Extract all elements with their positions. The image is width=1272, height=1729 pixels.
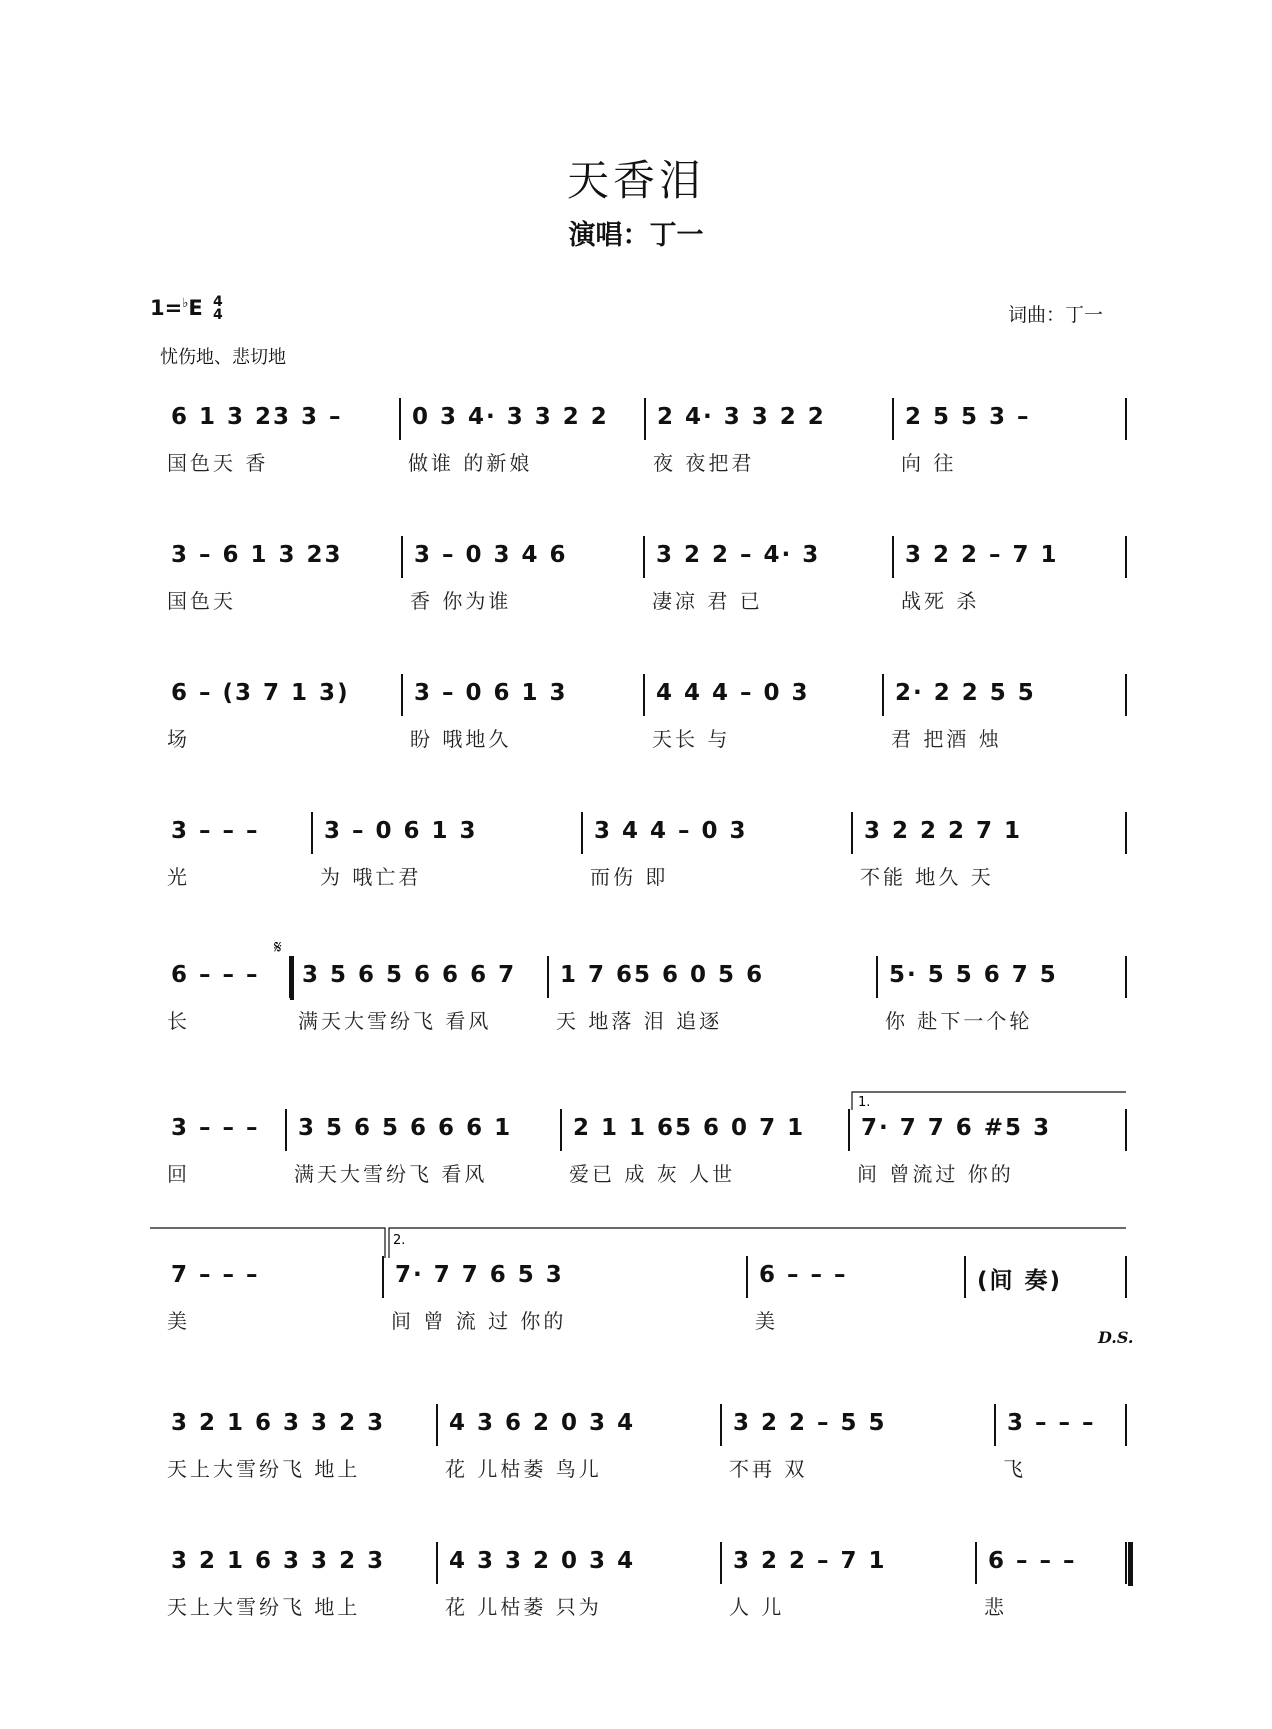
measure-lyrics: 飞 [1003, 1457, 1026, 1481]
key-prefix: 1= [150, 296, 183, 320]
volta-2-label: 2. [393, 1233, 406, 1248]
measure-notes: 3 – 0 6 1 3 [414, 680, 568, 706]
measure-notes: 3 5 6 5 6 6 6 1 [298, 1115, 513, 1141]
measure-lyrics: 回 [167, 1162, 190, 1186]
measure-notes: 7· 7 7 6 #5 3 [861, 1115, 1052, 1141]
measure-notes: 3 2 2 – 7 1 [905, 542, 1059, 568]
measure-lyrics: 夜 夜把君 [653, 451, 755, 475]
measure-notes: 3 2 1 6 3 3 2 3 [171, 1410, 386, 1436]
measure-lyrics: 盼 哦地久 [410, 727, 512, 751]
measure-notes: 7· 7 7 6 5 3 [395, 1262, 564, 1288]
measure-lyrics: 间 曾流过 你的 [857, 1162, 1014, 1186]
measure-notes: 3 – 6 1 3 23 [171, 542, 343, 568]
measure-lyrics: 场 [167, 727, 190, 751]
measure-notes: 3 – – – [171, 1115, 260, 1141]
measure-lyrics: 而伤 即 [590, 865, 669, 889]
volta-2-bracket [150, 1228, 1126, 1258]
measure-notes: 4 3 6 2 0 3 4 [449, 1410, 636, 1436]
measure-notes: 7 – – – [171, 1262, 260, 1288]
measure-lyrics: 满天大雪纷飞 看风 [298, 1009, 492, 1033]
measure-lyrics: 不能 地久 天 [860, 865, 994, 889]
measure-notes: 2 1 1 65 6 0 7 1 [573, 1115, 806, 1141]
time-bottom: 4 [213, 307, 223, 323]
measure-lyrics: 香 你为谁 [410, 589, 512, 613]
time-top: 4 [213, 294, 223, 310]
measure-lyrics: 爱已 成 灰 人世 [569, 1162, 736, 1186]
measure-lyrics: 间 曾 流 过 你的 [391, 1309, 567, 1333]
measure-lyrics: 花 儿枯萎 鸟儿 [445, 1457, 602, 1481]
measure-lyrics: 不再 双 [729, 1457, 808, 1481]
tempo-marking: 忧伤地、悲切地 [160, 347, 286, 368]
measure-notes: 4 3 3 2 0 3 4 [449, 1548, 636, 1574]
volta-1-bracket [852, 1092, 1126, 1110]
measure-lyrics: 人 儿 [729, 1595, 785, 1619]
measure-notes: 3 4 4 – 0 3 [594, 818, 748, 844]
measure-lyrics: 向 往 [901, 451, 957, 475]
measure-lyrics: 光 [167, 865, 190, 889]
measure-notes: 3 2 2 – 5 5 [733, 1410, 887, 1436]
measure-notes: 6 – – – [759, 1262, 848, 1288]
measure-lyrics: 君 把酒 烛 [891, 727, 1002, 751]
measure-notes: 0 3 4· 3 3 2 2 [412, 404, 609, 430]
repeat-start-bar [290, 956, 294, 1000]
measure-notes: 3 – 0 3 4 6 [414, 542, 568, 568]
flat-sign: ♭ [182, 296, 189, 311]
measure-notes: 6 1 3 23 3 – [171, 404, 343, 430]
measure-lyrics: 战死 杀 [901, 589, 980, 613]
measure-notes: 1 7 65 6 0 5 6 [560, 962, 765, 988]
measure-notes: 5· 5 5 6 7 5 [889, 962, 1058, 988]
measure-lyrics: 长 [167, 1009, 190, 1033]
measure-notes: 3 – – – [171, 818, 260, 844]
volta-1-label: 1. [858, 1095, 871, 1110]
measure-notes: 3 2 2 – 7 1 [733, 1548, 887, 1574]
song-title: 天香泪 [566, 156, 705, 205]
measure-lyrics: 天长 与 [652, 727, 731, 751]
final-barline [1128, 1542, 1133, 1586]
measure-lyrics: 做谁 的新娘 [408, 451, 533, 475]
measure-notes: 6 – – – [988, 1548, 1077, 1574]
measure-lyrics: 凄凉 君 已 [652, 589, 763, 613]
measure-lyrics: 美 [755, 1309, 778, 1333]
composer-credit: 词曲：丁一 [1008, 304, 1104, 326]
measure-lyrics: 美 [167, 1309, 190, 1333]
measure-notes: 2· 2 2 5 5 [895, 680, 1036, 706]
measure-notes: 6 – – – [171, 962, 260, 988]
singer-credit: 演唱：丁一 [568, 220, 704, 251]
measure-notes: 3 – 0 6 1 3 [324, 818, 478, 844]
measure-notes: 6 – (3 7 1 3) [171, 680, 350, 706]
measure-notes: (间 奏) [977, 1268, 1063, 1294]
measure-notes: 2 5 5 3 – [905, 404, 1031, 430]
measure-notes: 3 5 6 5 6 6 6 7 [302, 962, 517, 988]
measure-lyrics: 天 地落 泪 追逐 [556, 1009, 723, 1033]
measure-lyrics: 花 儿枯萎 只为 [445, 1595, 602, 1619]
measure-notes: 3 – – – [1007, 1410, 1096, 1436]
measure-lyrics: 国色天 香 [167, 451, 269, 475]
segno-mark: 𝄋 [274, 937, 282, 958]
measure-notes: 2 4· 3 3 2 2 [657, 404, 826, 430]
measure-notes: 4 4 4 – 0 3 [656, 680, 810, 706]
measure-notes: 3 2 2 – 4· 3 [656, 542, 821, 568]
measure-lyrics: 为 哦亡君 [320, 865, 422, 889]
measure-notes: 3 2 2 2 7 1 [864, 818, 1023, 844]
measure-lyrics: 满天大雪纷飞 看风 [294, 1162, 488, 1186]
measure-lyrics: 悲 [984, 1595, 1007, 1619]
measure-lyrics: 国色天 [167, 589, 236, 613]
measure-notes: 3 2 1 6 3 3 2 3 [171, 1548, 386, 1574]
key-note: E [188, 296, 203, 320]
ds-marking: D.S. [1098, 1328, 1134, 1347]
measure-lyrics: 你 赴下一个轮 [885, 1009, 1033, 1033]
measure-lyrics: 天上大雪纷飞 地上 [167, 1595, 361, 1619]
measure-lyrics: 天上大雪纷飞 地上 [167, 1457, 361, 1481]
